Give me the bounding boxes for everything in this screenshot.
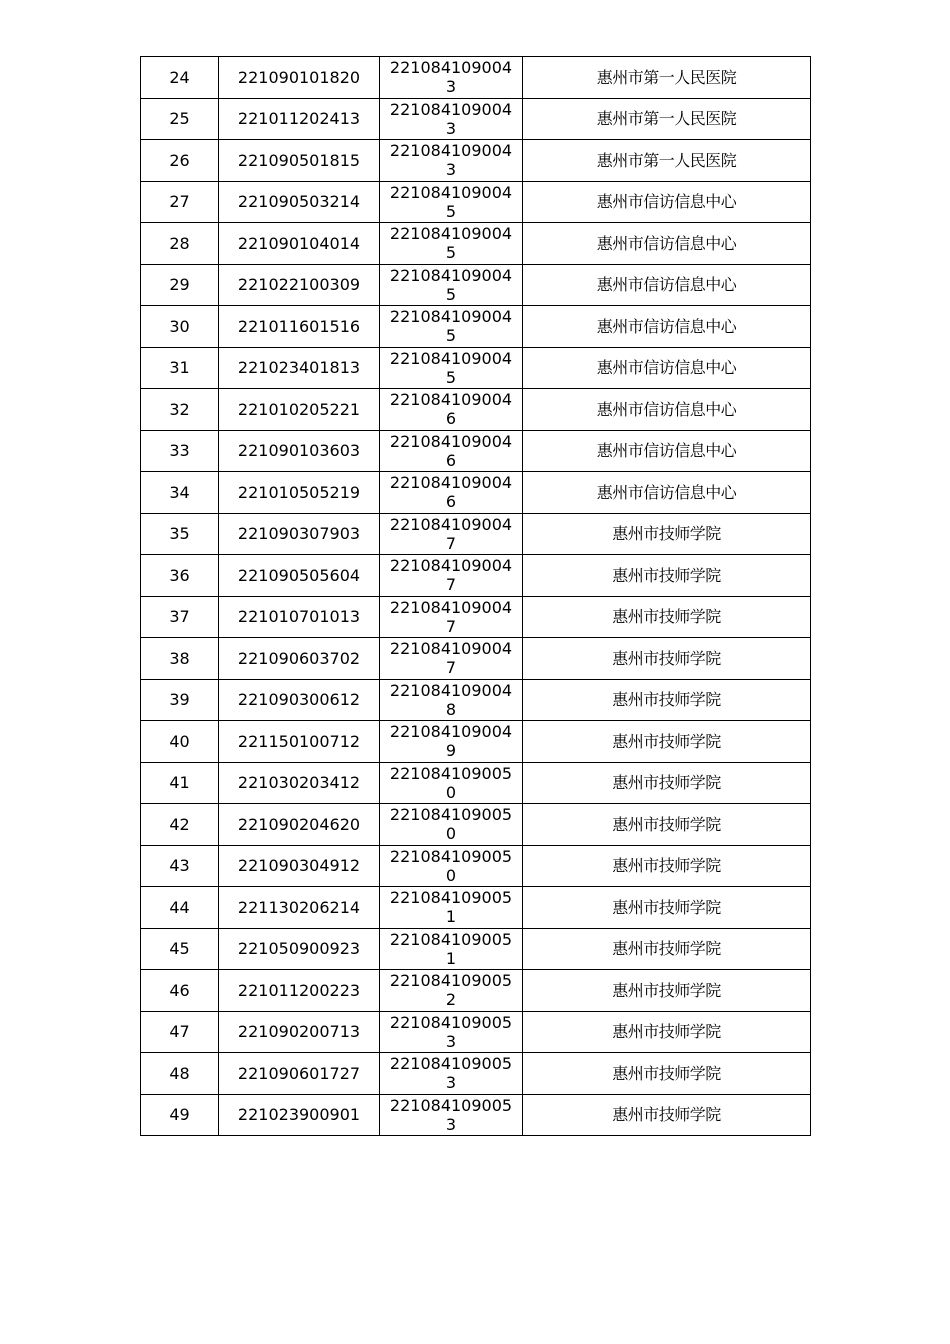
cell-position-code: [380, 347, 523, 389]
cell-admission-ticket-number-text: 221010701013: [237, 607, 361, 627]
cell-position-code: [380, 1053, 523, 1095]
cell-employer-unit-text: 惠州市第一人民医院: [596, 109, 737, 129]
cell-position-code: [380, 721, 523, 763]
cell-admission-ticket-number: [219, 928, 380, 970]
cell-employer-unit: [523, 638, 811, 680]
cell-admission-ticket-number: [219, 98, 380, 140]
cell-employer-unit: [523, 845, 811, 887]
cell-sequence-number-text: 49: [169, 1105, 190, 1125]
cell-position-code: [380, 804, 523, 846]
cell-sequence-number-text: 36: [169, 565, 190, 585]
cell-sequence-number-text: 31: [169, 358, 190, 378]
cell-employer-unit: [523, 970, 811, 1012]
cell-position-code: [380, 181, 523, 223]
table-row: [141, 679, 811, 721]
table-row: [141, 98, 811, 140]
cell-sequence-number-text: 30: [169, 316, 190, 336]
cell-sequence-number-text: 43: [169, 856, 190, 876]
cell-sequence-number-text: 32: [169, 399, 190, 419]
cell-position-code-text: 2210841090043: [389, 141, 513, 180]
cell-sequence-number-text: 46: [169, 980, 190, 1000]
cell-position-code: [380, 98, 523, 140]
cell-sequence-number: [141, 638, 219, 680]
cell-admission-ticket-number: [219, 1094, 380, 1136]
cell-admission-ticket-number-text: 221130206214: [237, 897, 361, 917]
cell-employer-unit: [523, 1011, 811, 1053]
table-row: [141, 887, 811, 929]
cell-position-code-text: 2210841090045: [389, 265, 513, 304]
cell-sequence-number: [141, 970, 219, 1012]
table-row: [141, 845, 811, 887]
cell-admission-ticket-number: [219, 57, 380, 99]
cell-employer-unit: [523, 596, 811, 638]
cell-admission-ticket-number: [219, 845, 380, 887]
cell-sequence-number-text: 37: [169, 607, 190, 627]
cell-position-code: [380, 679, 523, 721]
cell-employer-unit-text: 惠州市信访信息中心: [596, 358, 737, 378]
cell-admission-ticket-number-text: 221030203412: [237, 773, 361, 793]
table-row: [141, 555, 811, 597]
cell-position-code-text: 2210841090050: [389, 846, 513, 885]
table-row: [141, 596, 811, 638]
cell-position-code-text: 2210841090047: [389, 639, 513, 678]
table-row: [141, 57, 811, 99]
cell-admission-ticket-number-text: 221090204620: [237, 814, 361, 834]
table-row: [141, 389, 811, 431]
cell-employer-unit: [523, 472, 811, 514]
cell-position-code-text: 2210841090047: [389, 514, 513, 553]
table-row: [141, 264, 811, 306]
cell-sequence-number-text: 27: [169, 192, 190, 212]
cell-sequence-number: [141, 181, 219, 223]
cell-admission-ticket-number-text: 221023401813: [237, 358, 361, 378]
cell-employer-unit: [523, 555, 811, 597]
cell-admission-ticket-number: [219, 762, 380, 804]
cell-position-code-text: 2210841090047: [389, 556, 513, 595]
cell-position-code-text: 2210841090046: [389, 473, 513, 512]
cell-employer-unit: [523, 1094, 811, 1136]
cell-admission-ticket-number: [219, 887, 380, 929]
cell-employer-unit-text: 惠州市技师学院: [612, 814, 721, 834]
cell-employer-unit-text: 惠州市技师学院: [612, 1063, 721, 1083]
cell-admission-ticket-number: [219, 970, 380, 1012]
cell-position-code: [380, 638, 523, 680]
cell-position-code: [380, 140, 523, 182]
cell-admission-ticket-number: [219, 389, 380, 431]
cell-sequence-number: [141, 140, 219, 182]
cell-employer-unit-text: 惠州市第一人民医院: [596, 150, 737, 170]
table-row: [141, 1011, 811, 1053]
cell-employer-unit-text: 惠州市技师学院: [612, 980, 721, 1000]
cell-admission-ticket-number-text: 221090501815: [237, 150, 361, 170]
cell-admission-ticket-number-text: 221090104014: [237, 233, 361, 253]
cell-employer-unit: [523, 306, 811, 348]
cell-employer-unit-text: 惠州市技师学院: [612, 939, 721, 959]
cell-sequence-number: [141, 928, 219, 970]
cell-employer-unit: [523, 389, 811, 431]
cell-admission-ticket-number-text: 221090200713: [237, 1022, 361, 1042]
cell-position-code: [380, 223, 523, 265]
cell-sequence-number: [141, 1094, 219, 1136]
cell-employer-unit: [523, 1053, 811, 1095]
cell-position-code: [380, 928, 523, 970]
cell-sequence-number-text: 33: [169, 441, 190, 461]
cell-admission-ticket-number: [219, 306, 380, 348]
cell-position-code: [380, 430, 523, 472]
cell-employer-unit: [523, 804, 811, 846]
cell-admission-ticket-number: [219, 140, 380, 182]
cell-employer-unit-text: 惠州市技师学院: [612, 897, 721, 917]
cell-employer-unit-text: 惠州市技师学院: [612, 856, 721, 876]
cell-sequence-number-text: 24: [169, 67, 190, 87]
cell-employer-unit-text: 惠州市信访信息中心: [596, 441, 737, 461]
cell-position-code-text: 2210841090049: [389, 722, 513, 761]
cell-sequence-number: [141, 264, 219, 306]
cell-employer-unit-text: 惠州市第一人民医院: [596, 67, 737, 87]
cell-sequence-number: [141, 513, 219, 555]
cell-sequence-number-text: 34: [169, 482, 190, 502]
cell-employer-unit: [523, 513, 811, 555]
cell-position-code-text: 2210841090045: [389, 307, 513, 346]
table-row: [141, 513, 811, 555]
cell-admission-ticket-number: [219, 638, 380, 680]
cell-sequence-number: [141, 762, 219, 804]
table-row: [141, 347, 811, 389]
cell-admission-ticket-number-text: 221090307903: [237, 524, 361, 544]
cell-employer-unit-text: 惠州市技师学院: [612, 565, 721, 585]
cell-sequence-number: [141, 1053, 219, 1095]
cell-employer-unit-text: 惠州市信访信息中心: [596, 316, 737, 336]
results-table: [140, 56, 811, 1136]
cell-position-code: [380, 306, 523, 348]
cell-sequence-number: [141, 596, 219, 638]
cell-employer-unit-text: 惠州市技师学院: [612, 1105, 721, 1125]
cell-employer-unit-text: 惠州市技师学院: [612, 690, 721, 710]
cell-sequence-number-text: 26: [169, 150, 190, 170]
cell-sequence-number-text: 40: [169, 731, 190, 751]
cell-admission-ticket-number-text: 221090103603: [237, 441, 361, 461]
cell-admission-ticket-number: [219, 181, 380, 223]
cell-position-code-text: 2210841090043: [389, 58, 513, 97]
cell-position-code-text: 2210841090047: [389, 597, 513, 636]
cell-employer-unit-text: 惠州市技师学院: [612, 731, 721, 751]
cell-sequence-number: [141, 887, 219, 929]
cell-employer-unit: [523, 140, 811, 182]
cell-admission-ticket-number: [219, 721, 380, 763]
cell-employer-unit: [523, 430, 811, 472]
cell-sequence-number: [141, 1011, 219, 1053]
cell-position-code: [380, 1094, 523, 1136]
cell-employer-unit: [523, 887, 811, 929]
cell-employer-unit: [523, 928, 811, 970]
cell-admission-ticket-number-text: 221011202413: [237, 109, 361, 129]
table-row: [141, 430, 811, 472]
cell-employer-unit-text: 惠州市信访信息中心: [596, 399, 737, 419]
cell-sequence-number: [141, 223, 219, 265]
cell-admission-ticket-number-text: 221090503214: [237, 192, 361, 212]
cell-position-code-text: 2210841090052: [389, 971, 513, 1010]
cell-employer-unit: [523, 762, 811, 804]
cell-position-code-text: 2210841090046: [389, 390, 513, 429]
cell-admission-ticket-number-text: 221011200223: [237, 980, 361, 1000]
cell-sequence-number: [141, 679, 219, 721]
table-row: [141, 638, 811, 680]
cell-admission-ticket-number-text: 221090601727: [237, 1063, 361, 1083]
table-row: [141, 140, 811, 182]
table-row: [141, 762, 811, 804]
cell-admission-ticket-number-text: 221011601516: [237, 316, 361, 336]
cell-sequence-number: [141, 430, 219, 472]
cell-admission-ticket-number-text: 221090101820: [237, 67, 361, 87]
cell-position-code: [380, 845, 523, 887]
cell-admission-ticket-number-text: 221090304912: [237, 856, 361, 876]
table-row: [141, 970, 811, 1012]
cell-position-code-text: 2210841090053: [389, 1012, 513, 1051]
table-row: [141, 1053, 811, 1095]
cell-position-code: [380, 762, 523, 804]
cell-sequence-number-text: 39: [169, 690, 190, 710]
cell-sequence-number: [141, 347, 219, 389]
cell-position-code-text: 2210841090043: [389, 99, 513, 138]
table-row: [141, 223, 811, 265]
cell-sequence-number: [141, 472, 219, 514]
cell-position-code-text: 2210841090045: [389, 348, 513, 387]
table-row: [141, 306, 811, 348]
cell-employer-unit: [523, 57, 811, 99]
cell-sequence-number-text: 28: [169, 233, 190, 253]
cell-position-code-text: 2210841090045: [389, 224, 513, 263]
cell-sequence-number-text: 29: [169, 275, 190, 295]
cell-position-code-text: 2210841090050: [389, 763, 513, 802]
results-table-body: [141, 57, 811, 1136]
cell-sequence-number: [141, 555, 219, 597]
cell-position-code-text: 2210841090045: [389, 182, 513, 221]
cell-employer-unit: [523, 347, 811, 389]
cell-position-code: [380, 57, 523, 99]
cell-position-code-text: 2210841090046: [389, 431, 513, 470]
cell-position-code-text: 2210841090053: [389, 1054, 513, 1093]
cell-admission-ticket-number: [219, 347, 380, 389]
cell-position-code: [380, 887, 523, 929]
cell-admission-ticket-number: [219, 596, 380, 638]
cell-employer-unit-text: 惠州市信访信息中心: [596, 482, 737, 502]
cell-position-code: [380, 472, 523, 514]
cell-employer-unit-text: 惠州市信访信息中心: [596, 192, 737, 212]
cell-position-code: [380, 389, 523, 431]
table-row: [141, 181, 811, 223]
cell-position-code: [380, 596, 523, 638]
cell-admission-ticket-number-text: 221050900923: [237, 939, 361, 959]
table-row: [141, 721, 811, 763]
cell-sequence-number: [141, 721, 219, 763]
cell-employer-unit: [523, 264, 811, 306]
table-row: [141, 804, 811, 846]
cell-position-code: [380, 555, 523, 597]
cell-admission-ticket-number-text: 221090505604: [237, 565, 361, 585]
cell-sequence-number-text: 35: [169, 524, 190, 544]
cell-admission-ticket-number: [219, 513, 380, 555]
cell-sequence-number-text: 38: [169, 648, 190, 668]
cell-employer-unit-text: 惠州市技师学院: [612, 607, 721, 627]
cell-admission-ticket-number-text: 221090300612: [237, 690, 361, 710]
cell-position-code: [380, 970, 523, 1012]
cell-sequence-number-text: 41: [169, 773, 190, 793]
cell-admission-ticket-number-text: 221022100309: [237, 275, 361, 295]
cell-employer-unit: [523, 181, 811, 223]
cell-sequence-number: [141, 306, 219, 348]
cell-sequence-number: [141, 98, 219, 140]
cell-employer-unit: [523, 721, 811, 763]
cell-position-code-text: 2210841090050: [389, 805, 513, 844]
cell-position-code-text: 2210841090053: [389, 1095, 513, 1134]
cell-sequence-number: [141, 57, 219, 99]
table-row: [141, 472, 811, 514]
cell-sequence-number: [141, 389, 219, 431]
cell-position-code-text: 2210841090051: [389, 888, 513, 927]
cell-admission-ticket-number-text: 221090603702: [237, 648, 361, 668]
cell-sequence-number-text: 47: [169, 1022, 190, 1042]
cell-admission-ticket-number: [219, 223, 380, 265]
cell-employer-unit-text: 惠州市信访信息中心: [596, 233, 737, 253]
cell-employer-unit: [523, 679, 811, 721]
cell-admission-ticket-number-text: 221010505219: [237, 482, 361, 502]
cell-sequence-number: [141, 845, 219, 887]
cell-admission-ticket-number-text: 221023900901: [237, 1105, 361, 1125]
cell-admission-ticket-number: [219, 555, 380, 597]
cell-employer-unit-text: 惠州市技师学院: [612, 1022, 721, 1042]
cell-employer-unit-text: 惠州市技师学院: [612, 524, 721, 544]
cell-admission-ticket-number: [219, 1053, 380, 1095]
cell-admission-ticket-number: [219, 679, 380, 721]
cell-admission-ticket-number-text: 221150100712: [237, 731, 361, 751]
cell-position-code: [380, 513, 523, 555]
cell-employer-unit-text: 惠州市技师学院: [612, 773, 721, 793]
cell-employer-unit: [523, 223, 811, 265]
table-row: [141, 928, 811, 970]
cell-admission-ticket-number: [219, 430, 380, 472]
cell-position-code: [380, 264, 523, 306]
cell-sequence-number-text: 42: [169, 814, 190, 834]
cell-employer-unit-text: 惠州市技师学院: [612, 648, 721, 668]
cell-admission-ticket-number-text: 221010205221: [237, 399, 361, 419]
cell-sequence-number-text: 45: [169, 939, 190, 959]
cell-sequence-number-text: 44: [169, 897, 190, 917]
cell-position-code: [380, 1011, 523, 1053]
table-row: [141, 1094, 811, 1136]
cell-position-code-text: 2210841090051: [389, 929, 513, 968]
cell-employer-unit-text: 惠州市信访信息中心: [596, 275, 737, 295]
cell-admission-ticket-number: [219, 1011, 380, 1053]
cell-sequence-number-text: 25: [169, 109, 190, 129]
cell-admission-ticket-number: [219, 472, 380, 514]
cell-admission-ticket-number: [219, 804, 380, 846]
cell-position-code-text: 2210841090048: [389, 680, 513, 719]
cell-sequence-number-text: 48: [169, 1063, 190, 1083]
cell-admission-ticket-number: [219, 264, 380, 306]
cell-employer-unit: [523, 98, 811, 140]
cell-sequence-number: [141, 804, 219, 846]
